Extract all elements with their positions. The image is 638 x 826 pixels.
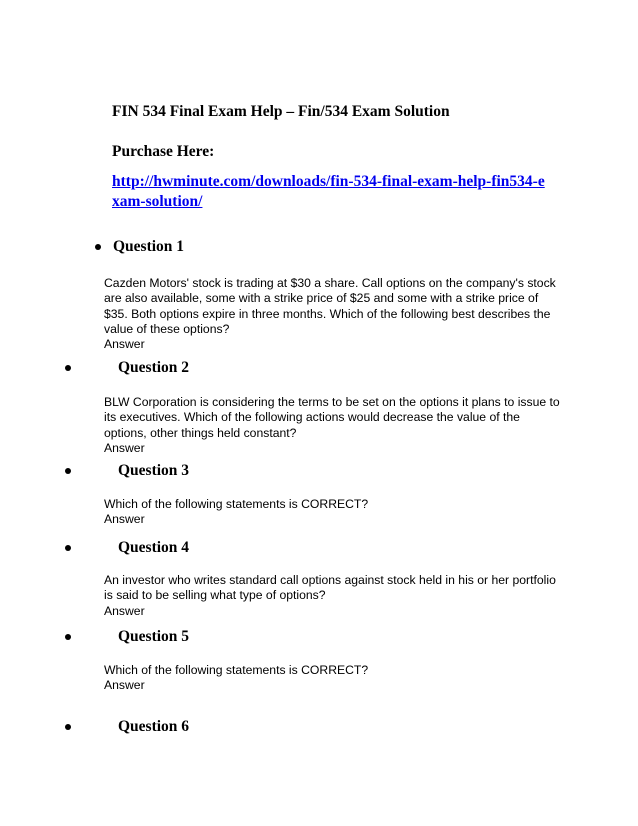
question-1-body [104, 276, 564, 352]
purchase-link[interactable]: http://hwminute.com/downloads/fin-534-final-exam-help-fin534-exam-solution/ [112, 173, 545, 210]
question-1-heading: Question 1 [113, 238, 185, 255]
purchase-label: Purchase Here: [112, 143, 215, 160]
question-3-answer-label: Answer [104, 512, 145, 527]
question-6-heading: Question 6 [118, 718, 190, 735]
bullet-icon [65, 634, 71, 640]
bullet-icon [95, 244, 101, 250]
question-1-text: Cazden Motors' stock is trading at $30 a share. Call options on the company's stock are also available, some with a strike price of $25 and some with a strike price of $35. Both options expire in three months. Which of the following best describes the value of these options? [104, 276, 556, 336]
question-3-text: Which of the following statements is CORRECT? [104, 497, 369, 511]
question-2-text: BLW Corporation is considering the terms to be set on the options it plans to issue to its executives. Which of the following actions would decrease the value of the options, other things held constant? [104, 395, 560, 440]
page-title: FIN 534 Final Exam Help – Fin/534 Exam Solution [112, 103, 450, 120]
bullet-icon [65, 545, 71, 551]
bullet-icon [65, 468, 71, 474]
question-2-answer-label: Answer [104, 440, 145, 455]
question-4-text: An investor who writes standard call options against stock held in his or her portfolio is said to be selling what type of options? [104, 573, 556, 603]
question-4-heading: Question 4 [118, 539, 190, 556]
question-2-heading: Question 2 [118, 359, 190, 376]
question-5-answer-label: Answer [104, 678, 145, 693]
question-1-answer-label: Answer [104, 337, 145, 352]
question-5-body [104, 663, 564, 694]
question-3-heading: Question 3 [118, 462, 190, 479]
question-5-text: Which of the following statements is CORRECT? [104, 663, 369, 677]
question-5-heading: Question 5 [118, 628, 190, 645]
question-3-body [104, 497, 564, 528]
question-2-body [104, 395, 564, 456]
bullet-icon [65, 724, 71, 730]
question-4-body [104, 573, 564, 619]
bullet-icon [65, 365, 71, 371]
question-4-answer-label: Answer [104, 603, 145, 618]
